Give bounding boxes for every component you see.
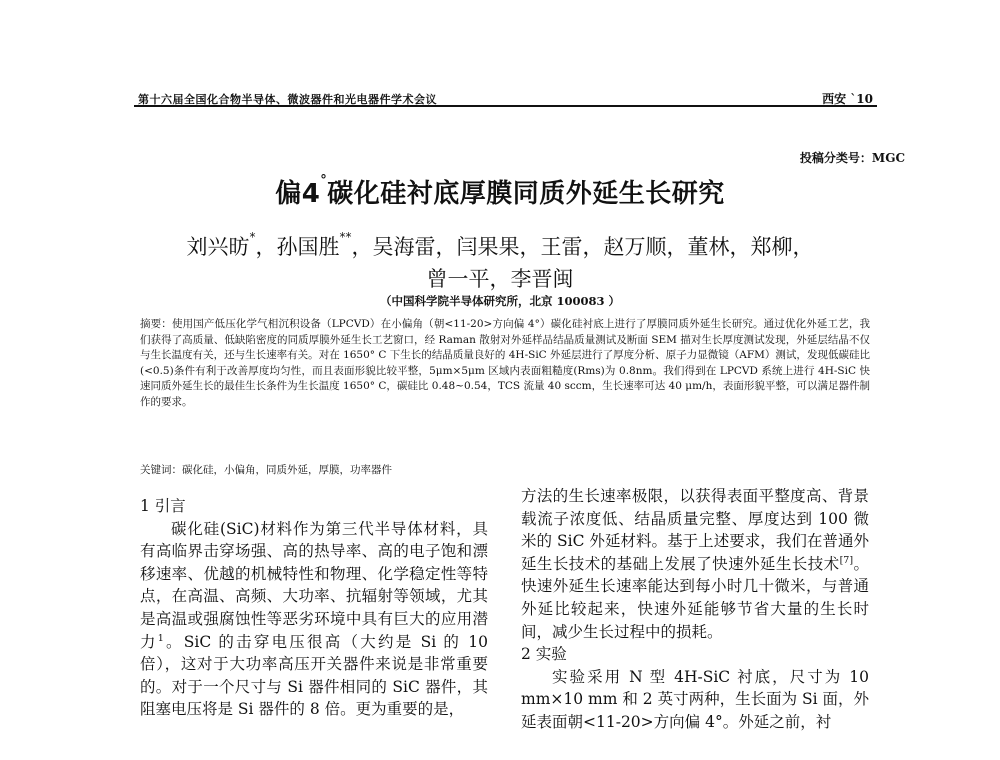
left-column <box>140 495 488 721</box>
experiment-paragraph: 实验采用 N 型 4H-SiC 衬底，尺寸为 10 mm×10 mm 和 2 英寸两种，生长面为 Si 面，外延表面朝<11-20>方向偏 4°。外延之前，衬 <box>521 667 870 731</box>
intro-paragraph <box>140 518 488 721</box>
title-prefix: 偏4 <box>275 179 321 209</box>
running-header <box>138 86 873 108</box>
intro-text-a: 碳化硅(SiC)材料作为第三代半导体材料，具有高临界击穿场强、高的热导率、高的电子饱和漂移速率、优越的机械特性和物理、化学稳定性等特点，在高温、高频、大功率、抗辐射等领域，尤其是高温或强腐蚀性等恶劣环境中具有巨大的应用潜力 <box>140 519 488 651</box>
paper-title <box>0 173 1000 210</box>
header-rule <box>134 105 877 107</box>
keywords: 关键词：碳化硅，小偏角，同质外延，厚膜，功率器件 <box>140 464 392 476</box>
author-line-2: 曾一平，李晋闽 <box>426 267 574 291</box>
author-line-1 <box>0 231 1000 263</box>
author-2: ，孙国胜 <box>255 235 340 259</box>
location-year: 西安 `10 <box>822 92 873 106</box>
classification-code: 投稿分类号：MGC <box>799 151 905 165</box>
title-main: 碳化硅衬底厚膜同质外延生长研究 <box>327 179 725 209</box>
right-column <box>521 485 869 734</box>
intro-cont-text-a: 方法的生长速率极限，以获得表面平整度高、背景载流子浓度低、结晶质量完整、厚度达到 100 微米的 SiC 外延材料。基于上述要求，我们在普通外延生长技术的基础上发展了快速外延生长技术 <box>521 487 869 573</box>
section-1-heading: 1 引言 <box>140 497 186 515</box>
intro-cont-text-b: 。快速外延生长速率能达到每小时几十微米，与普通外延比较起来，快速外延能够节省大量的生长时间，减少生长过程中的损耗。 <box>521 554 869 641</box>
title-degree: ° <box>320 173 328 188</box>
author-1-mark: * <box>249 230 256 244</box>
conference-name: 第十六届全国化合物半导体、微波器件和光电器件学术会议 <box>138 93 437 106</box>
intro-continued-paragraph <box>521 485 869 643</box>
abstract: 摘要：使用国产低压化学气相沉积设备（LPCVD）在小偏角（朝<11-20>方向偏 4°）碳化硅衬底上进行了厚膜同质外延生长研究。通过优化外延工艺，我们获得了高质量、低缺陷密度的同质厚膜外延生长工艺窗口，经 Raman 散射对外延样品结晶质量测试及断面 SEM 描对生长厚度测试发现，外延层结晶不仅与生长温度有关，还与生长速率有关。对在 1650° C 下生长的结晶质量良好的 4H-SiC 外延层进行了厚度分析、原子力显微镜（AFM）测试，发现低碳硅比(<0.5)条件有利于改善厚度均匀性，而且表面形貌比较平整，5μm×5μm 区域内表面粗糙度(Rms)为 0.8nm。我们得到在 LPCVD 系统上进行 4H-SiC 快速同质外延生长的最佳生长条件为生长温度 1650° C，碳硅比 0.48~0.54，TCS 流量 40 sccm，生长速率可达 40 μm/h，表面形貌平整，可以满足器件制作的要求。 <box>140 318 870 408</box>
author-1: 刘兴昉 <box>186 235 250 259</box>
citation-7: [7] <box>839 554 854 566</box>
author-2-mark: ** <box>339 230 352 244</box>
affiliation: （中国科学院半导体研究所，北京 100083 ） <box>379 294 620 308</box>
authors-rest: ，吴海雷，闫果果，王雷，赵万顺，董林，郑柳， <box>351 235 814 259</box>
section-2-heading: 2 实验 <box>521 645 567 664</box>
citation-1: 1 <box>157 632 164 644</box>
intro-text-b: 。SiC 的击穿电压很高（大约是 Si 的 10 倍），这对于大功率高压开关器件来说是非常重要的。对于一个尺寸与 Si 器件相同的 SiC 器件，其阻塞电压将是 Si 器件的 8 倍。更为重要的是， <box>140 632 488 719</box>
author-list <box>0 231 1000 295</box>
